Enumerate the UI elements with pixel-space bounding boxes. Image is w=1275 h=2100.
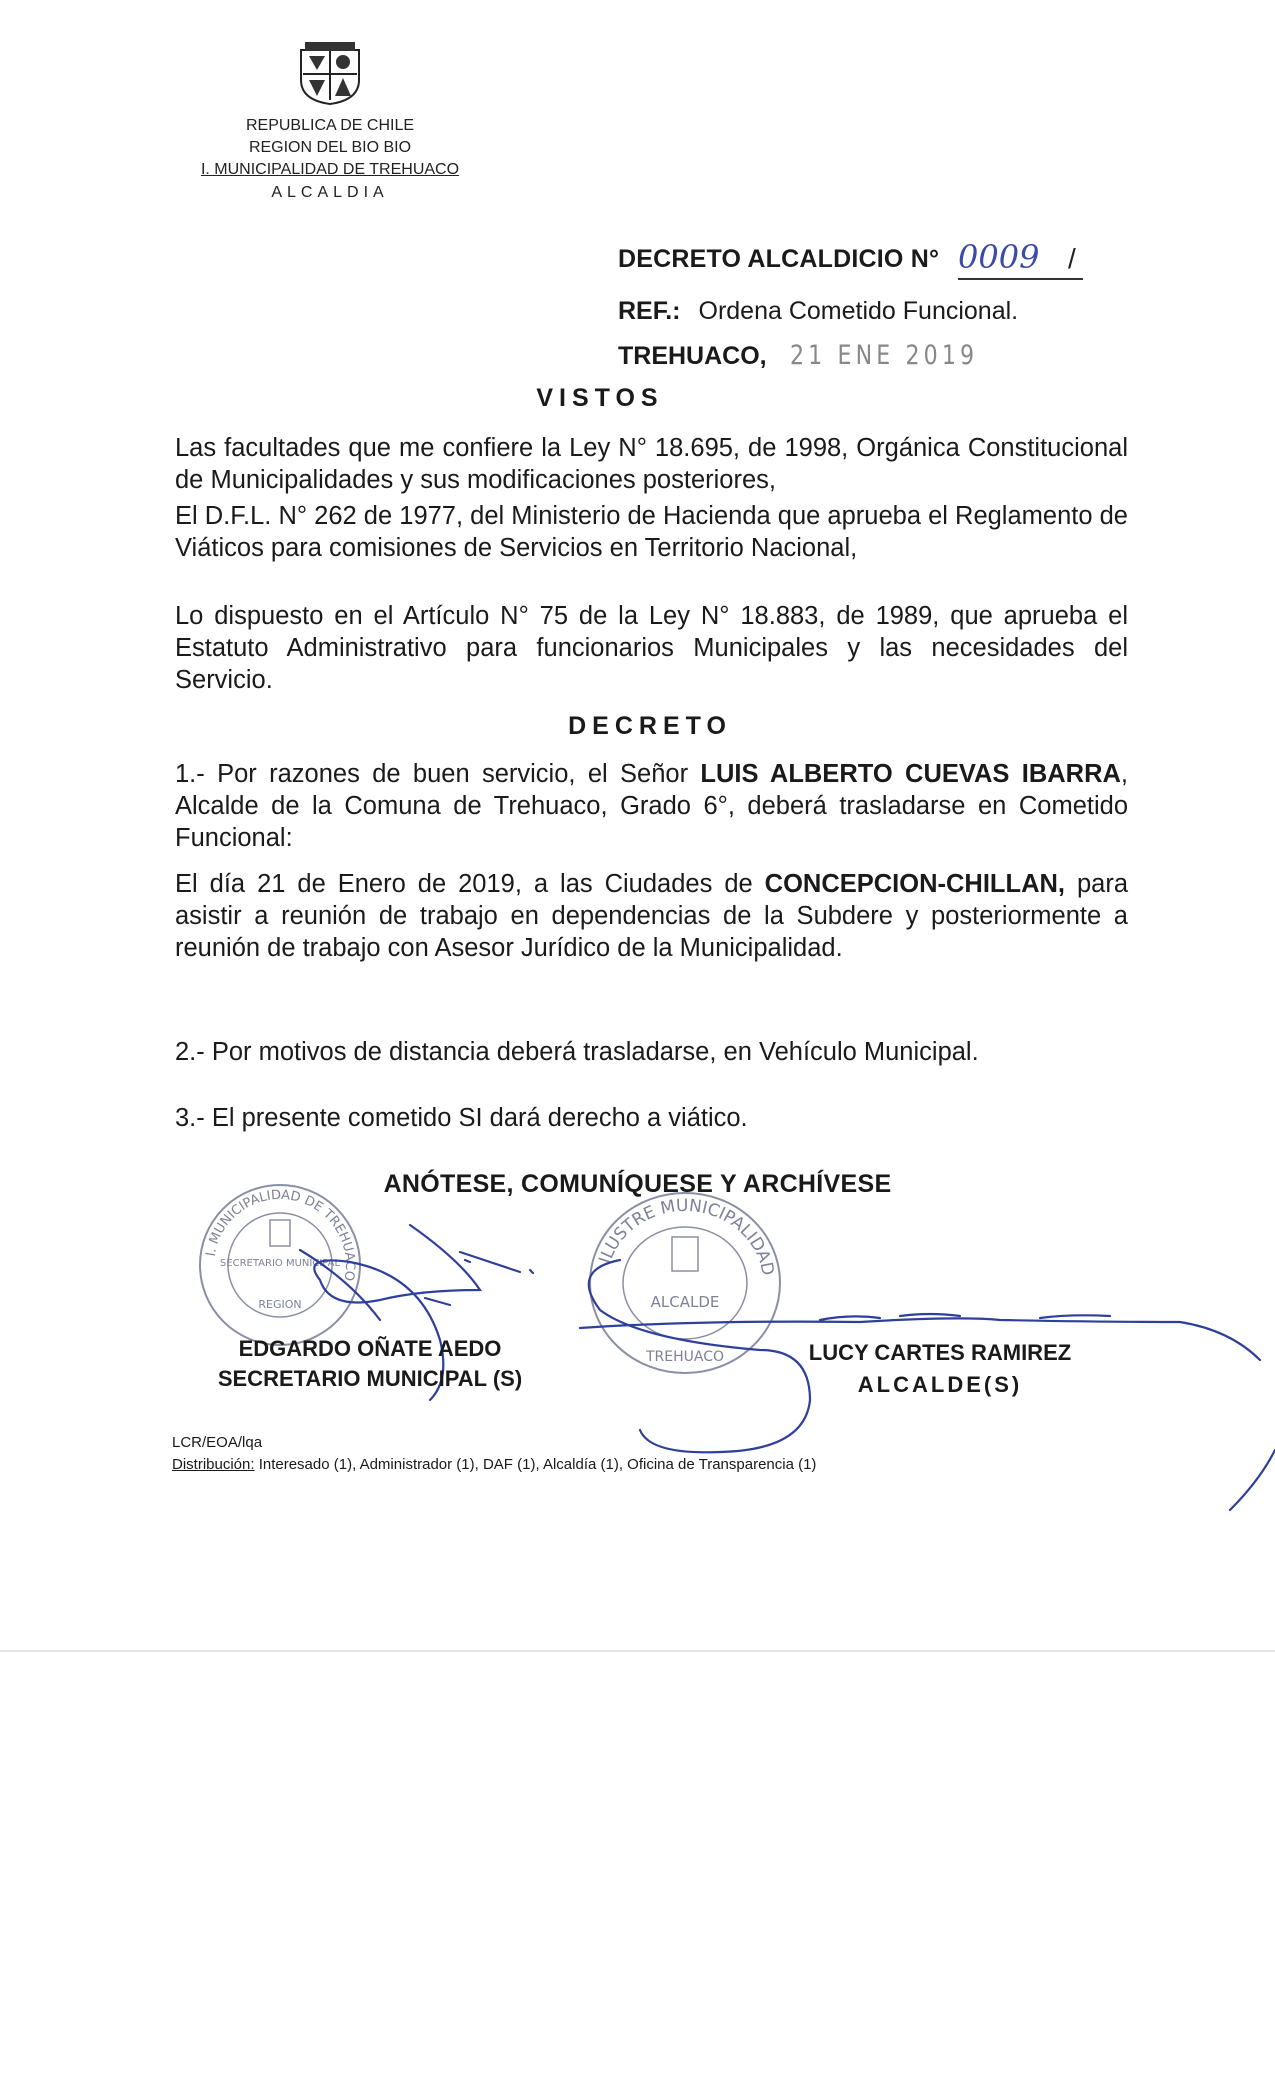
decreto-item-2: 2.- Por motivos de distancia deberá trasladarse, en Vehículo Municipal. [175,1038,979,1066]
header-municipality: I. MUNICIPALIDAD DE TREHUACO [200,161,460,178]
vistos-paragraph-2: El D.F.L. N° 262 de 1977, del Ministerio de Hacienda que aprueba el Reglamento de Viáticos para comisiones de Servicios en Territorio Nacional, [175,502,1128,562]
mayor-stamp-bottom: TREHUACO [645,1349,725,1365]
mayor-name: LUCY CARTES RAMIREZ [808,1340,1072,1365]
mayor-signature-tail [1230,1450,1275,1510]
decree-number-label: DECRETO ALCALDICIO N° [618,245,940,273]
vistos-paragraph-3: Lo dispuesto en el Artículo N° 75 de la Ley N° 18.883, de 1989, que aprueba el Estatuto Administrativo para funcionarios Municipales y las necesidades del Servicio. [175,602,1128,694]
mayor-stamp-ring-text: ILUSTRE MUNICIPALIDAD [595,1195,778,1278]
secretary-name: EDGARDO OÑATE AEDO [238,1336,502,1361]
item-1-person: LUIS ALBERTO CUEVAS IBARRA [700,760,1121,788]
trip-intro: El día 21 de Enero de 2019, a las Ciudades de [175,870,765,898]
secretary-stamp-ring-text: I. MUNICIPALIDAD DE TREHUACO [203,1187,358,1282]
trip-cities: CONCEPCION-CHILLAN, [764,870,1065,898]
mayor-stamp [580,1183,790,1383]
mayor-title: ALCALDE(S) [857,1372,1023,1397]
vistos-paragraph-1: Las facultades que me confiere la Ley N° 18.695, de 1998, Orgánica Constitucional de Municipalidades y sus modificaciones posteriores, [175,434,1128,494]
distribution-label: Distribución: [172,1456,255,1473]
item-1-detail: , Alcalde de la Comuna de Trehuaco, Grado 6°, deberá trasladarse en Cometido Funcional: [175,760,1129,852]
secretary-stamp-bottom: REGION [258,1298,302,1311]
typist-initials: LCR/EOA/lqa [172,1434,263,1451]
vistos-title: VISTOS [536,384,664,412]
closing-formula: ANÓTESE, COMUNÍQUESE Y ARCHÍVESE [383,1170,892,1198]
reference-text: Ordena Cometido Funcional. [698,297,1019,325]
decreto-item-1-trip [175,868,1128,964]
mayor-stamp-center: ALCALDE [650,1293,720,1311]
decreto-item-1 [175,758,1128,854]
city-label: TREHUACO, [618,342,767,370]
header-region: REGION DEL BIO BIO [248,139,412,156]
item-1-intro: 1.- Por razones de buen servicio, el Señor [175,760,701,788]
secretary-stamp [195,1180,365,1350]
secretary-stamp-center: SECRETARIO MUNICIPAL [219,1258,341,1269]
header-country: REPUBLICA DE CHILE [245,117,415,134]
trip-detail: para asistir a reunión de trabajo en dependencias de la Subdere y posteriormente a reunión de trabajo con Asesor Jurídico de la Municipalidad. [175,870,1128,962]
decree-number-suffix: / [1068,243,1076,274]
header-office: ALCALDIA [271,184,389,201]
distribution-recipients: Interesado (1), Administrador (1), DAF (1), Alcaldía (1), Oficina de Transparencia (1) [254,1456,817,1473]
coat-of-arms-icon [295,40,365,106]
decreto-title: DECRETO [568,712,732,740]
reference-label: REF.: [618,297,681,325]
reference-line [618,297,1018,326]
decreto-item-3: 3.- El presente cometido SI dará derecho a viático. [175,1104,748,1132]
date-stamp: 21 ENE 2019 [790,340,979,371]
secretary-stamp-crest-icon [270,1220,290,1246]
distribution-list [172,1456,816,1473]
decree-number-underline [958,278,1083,280]
decree-number-handwritten: 0009 [958,238,1040,276]
secretary-title: SECRETARIO MUNICIPAL (S) [217,1366,523,1391]
mayor-stamp-crest-icon [672,1237,698,1271]
